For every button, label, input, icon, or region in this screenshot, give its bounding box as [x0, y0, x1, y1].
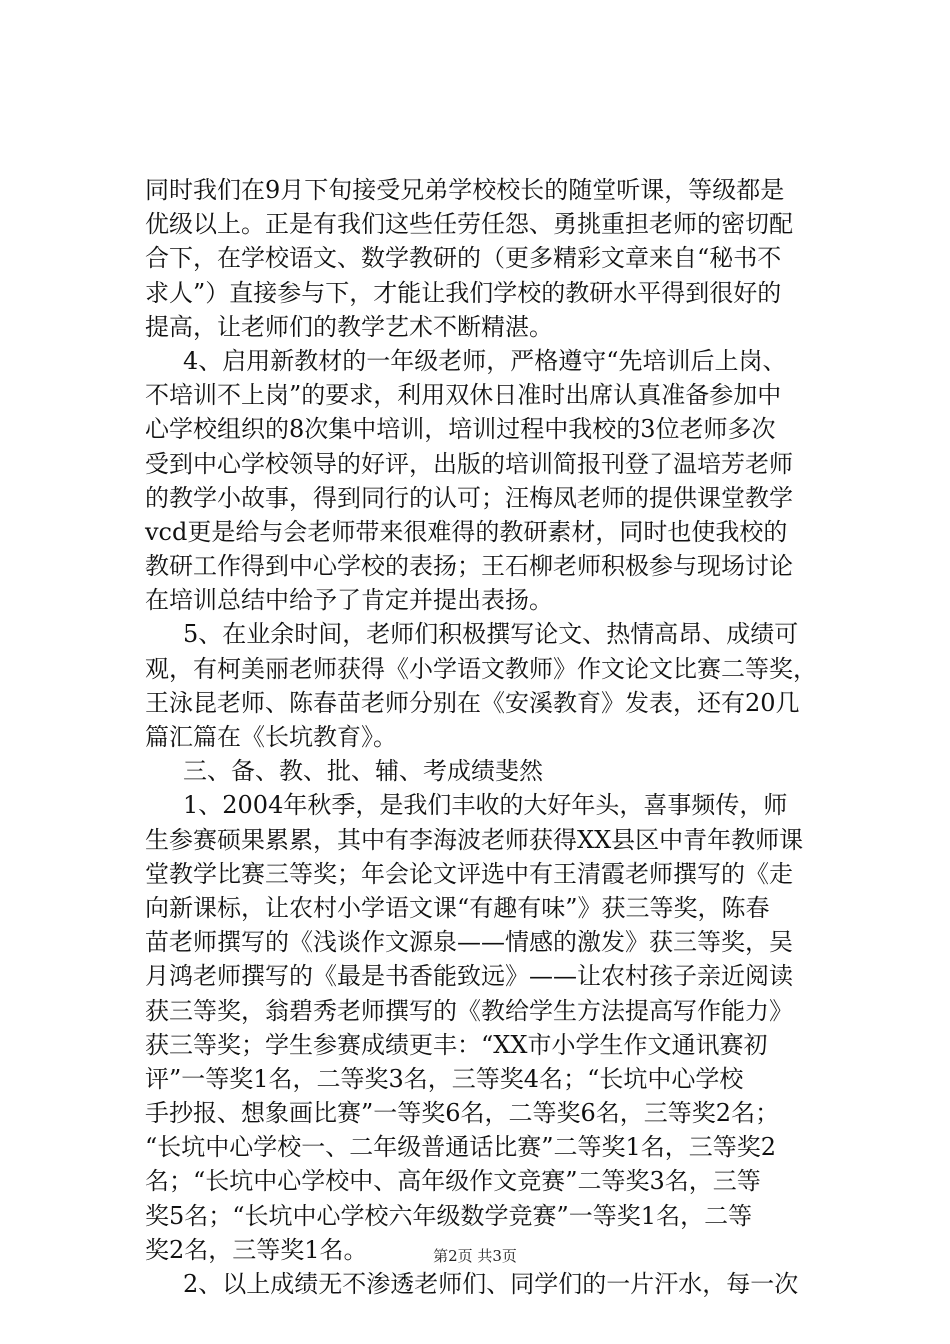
text-line: 奖5名；“长坑中心学校六年级数学竞赛”一等奖1名，二等	[145, 1201, 753, 1230]
text-line: 向新课标，让农村小学语文课“有趣有味”》获三等奖，陈春	[145, 893, 770, 922]
document-body	[145, 173, 835, 1301]
text-line: 获三等奖，翁碧秀老师撰写的《教给学生方法提高写作能力》	[145, 996, 793, 1025]
text-line: 观，有柯美丽老师获得《小学语文教师》作文论文比赛二等奖，	[145, 654, 817, 683]
text-line: 的教学小故事，得到同行的认可；汪梅凤老师的提供课堂教学	[145, 483, 793, 512]
text-line: 苗老师撰写的《浅谈作文源泉——情感的激发》获三等奖，吴	[145, 928, 793, 957]
text-line: 心学校组织的8次集中培训，培训过程中我校的3位老师多次	[145, 415, 776, 444]
text-line: 在培训总结中给予了肯定并提出表扬。	[145, 586, 553, 615]
text-line: vcd更是给与会老师带来很难得的教研素材，同时也使我校的	[145, 517, 788, 546]
text-line: 优级以上。正是有我们这些任劳任怨、勇挑重担老师的密切配	[145, 210, 793, 239]
text-line: 教研工作得到中心学校的表扬；王石柳老师积极参与现场讨论	[145, 552, 793, 581]
text-line: 评”一等奖1名，二等奖3名，三等奖4名；“长坑中心学校	[145, 1064, 744, 1093]
paragraph-start-line: 4、启用新教材的一年级老师，严格遵守“先培训后上岗、	[183, 346, 787, 375]
text-line: 奖2名，三等奖1名。	[145, 1235, 368, 1264]
page-footer: 第2页 共3页	[433, 1247, 517, 1265]
text-line: 名；“长坑中心学校中、高年级作文竞赛”二等奖3名，三等	[145, 1167, 761, 1196]
text-line: 篇汇篇在《长坑教育》。	[145, 723, 397, 751]
text-line: 合下，在学校语文、数学教研的（更多精彩文章来自“秘书不	[145, 244, 782, 273]
text-line: 月鸿老师撰写的《最是书香能致远》——让农村孩子亲近阅读	[145, 962, 793, 991]
text-line: 堂教学比赛三等奖；年会论文评选中有王清霞老师撰写的《走	[145, 859, 793, 888]
text-line: 求人”）直接参与下，才能让我们学校的教研水平得到很好的	[145, 278, 782, 307]
text-line: 提高，让老师们的教学艺术不断精湛。	[145, 312, 553, 341]
paragraph-start-line: 1、2004年秋季，是我们丰收的大好年头，喜事频传，师	[183, 791, 788, 820]
text-line: 王泳昆老师、陈春苗老师分别在《安溪教育》发表，还有20几	[145, 688, 800, 717]
text-line: 获三等奖；学生参赛成绩更丰：“XX市小学生作文通讯赛初	[145, 1030, 768, 1059]
text-line: 生参赛硕果累累，其中有李海波老师获得XX县区中青年教师课	[145, 825, 804, 854]
text-line: 同时我们在9月下旬接受兄弟学校校长的随堂听课，等级都是	[145, 176, 785, 204]
text-line: “长坑中心学校一、二年级普通话比赛”二等奖1名，三等奖2	[145, 1133, 777, 1162]
text-line: 不培训不上岗”的要求，利用双休日准时出席认真准备参加中	[145, 381, 782, 410]
text-line: 受到中心学校领导的好评，出版的培训简报刊登了温培芳老师	[145, 449, 793, 478]
text-line: 手抄报、想象画比赛”一等奖6名，二等奖6名，三等奖2名；	[145, 1099, 780, 1128]
paragraph-start-line: 5、在业余时间，老师们积极撰写论文、热情高昂、成绩可	[183, 620, 799, 649]
section-heading: 三、备、教、批、辅、考成绩斐然	[183, 757, 543, 786]
paragraph-start-line: 2、以上成绩无不渗透老师们、同学们的一片汗水，每一次	[183, 1270, 799, 1298]
